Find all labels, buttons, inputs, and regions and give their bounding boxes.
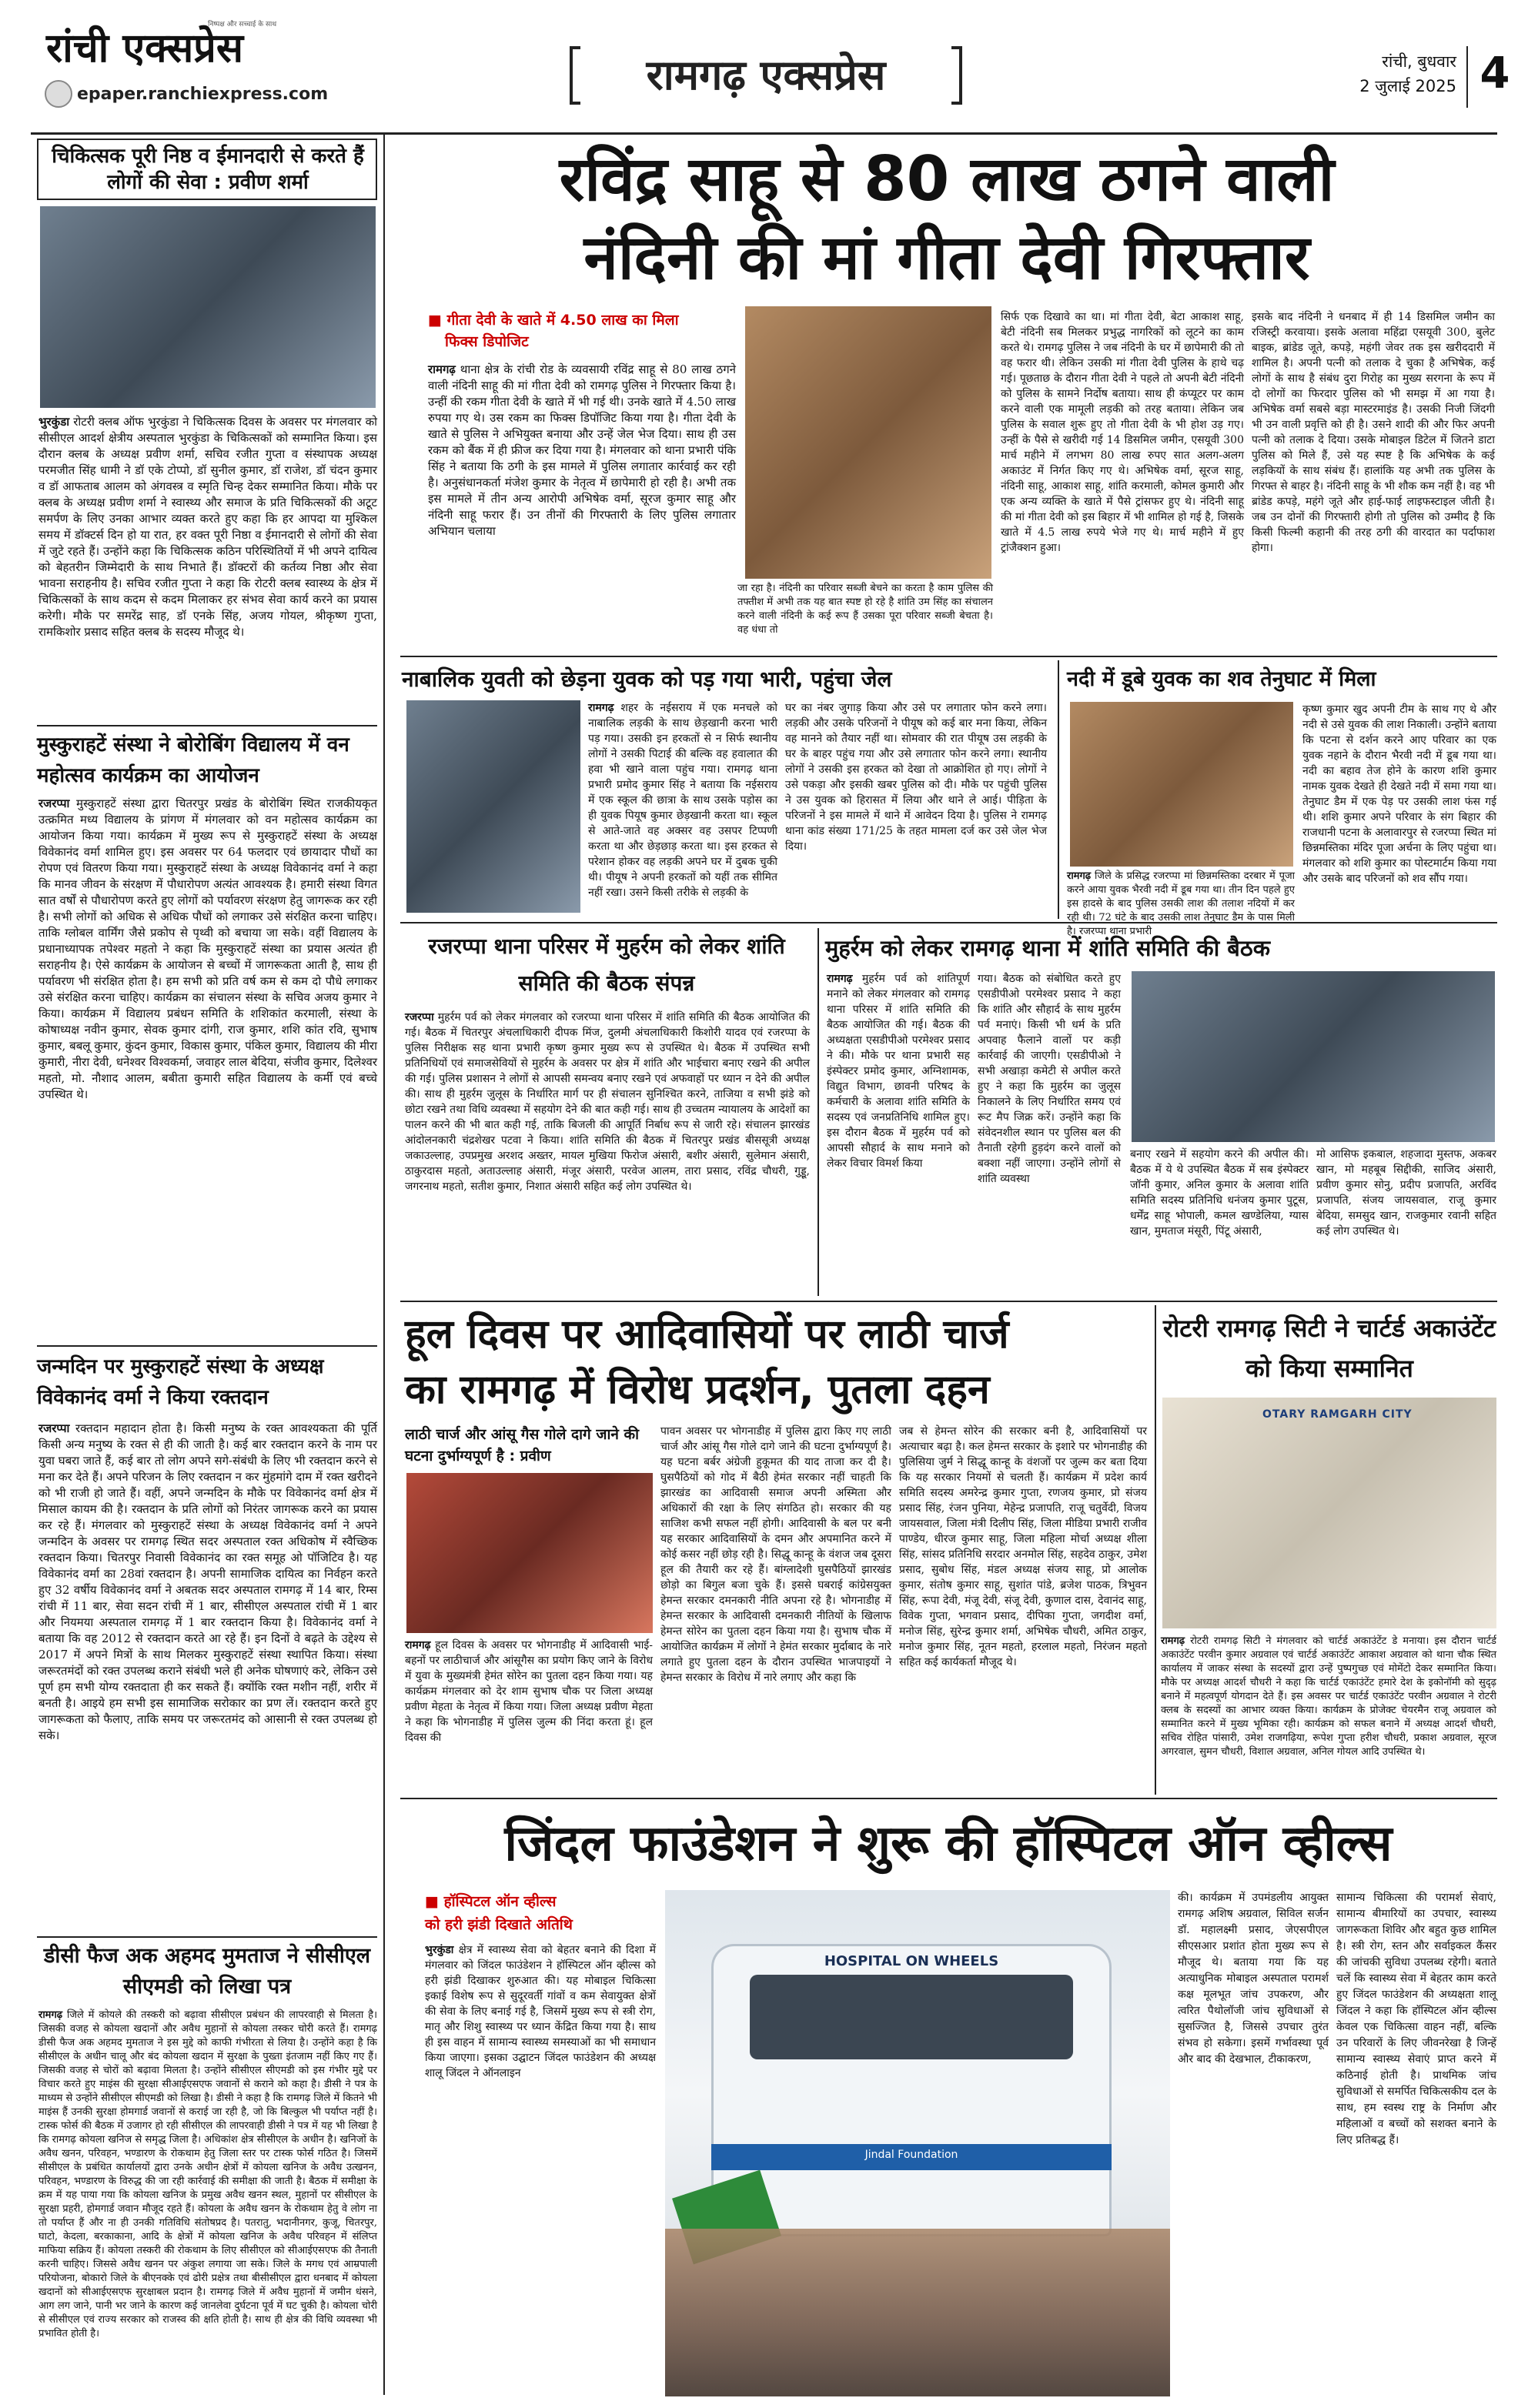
epaper-url[interactable]: epaper.ranchiexpress.com: [77, 85, 329, 104]
red-bullet-icon: ■: [425, 1893, 444, 1910]
rotary-headline: रोटरी रामगढ़ सिटी ने चार्टर्ड अकाउंटेंट को किया सम्मानित: [1162, 1314, 1496, 1383]
page-number: 4: [1480, 48, 1510, 99]
doctors-honor-photo: [40, 206, 376, 408]
bus-windshield: [750, 1975, 1073, 2059]
rajrappa-meet-body: [405, 1010, 810, 1294]
ramgarh-meet-col2: गया। बैठक को संबोधित करते हुए एसडीपीओ परमेश्वर प्रसाद ने कहा कि शांति और सौहार्द के साथ मुहर्रम पर्व मनाएं। किसी भी धर्म के प्रति अपवाह फैलाने वालों पर कड़ी कार्रवाई की जाएगी। एसडीपीओ ने सभी अखाड़ा कमेटी से अपील करते हुए ने कहा कि मुहर्रम का जुलूस निकालने के लिए निर्धारित समय एवं रूट मैप जिक्र करें। उन्होंने कहा कि संवेदनशील स्थान पर पुलिस बल की तैनाती रहेगी हुड़दंग करने वालों को बक्शा नहीं जाएगा। उन्होंने लोगों से शांति व्यवस्था: [978, 973, 1121, 1185]
ramgarh-meet-col3b: मो आसिफ इकबाल, शहजादा मुस्तफ, अकबर खान, मो महबूब सिद्दीकी, साजिद अंसारी, प्रवीण कुमार सोनु, प्रदीप प्रजापति, अरविंद प्रजापति, संजय जायसवाल, राजू कुमार बेदिया, समसुद खान, राजकुमार रवानी सहित कई लोग उपस्थित थे।: [1316, 1148, 1496, 1237]
lead-subhead: [428, 309, 736, 356]
lead-headline-line2: नंदिनी की मां गीता देवी गिरफ्तार: [583, 222, 1310, 293]
jindal-dateline: भुरकुंडा: [425, 1944, 454, 1956]
hul-col1: [405, 1638, 653, 1792]
jindal-col2: की। कार्यक्रम में उपमंडलीय आयुक्त रामगढ़ अशिष अग्रवाल, सिविल सर्जन डॉ. महालक्ष्मी प्रसाद, जेएसपीएल सीएसआर प्रशांत होता मुख्य रूप से मौजूद थे। बताया गया कि यह अत्याधुनिक मोबाइल अस्पताल परामर्श कक्ष मूलभूत जांच उपकरण, और त्वरित पैथोलॉजी जांच सुविधाओं से सुसज्जित है, जिससे उपचार तुरंत संभव हो सकेगा। इसमें गर्भावस्था पूर्व और बाद की देखभाल, टीकाकरण,: [1178, 1892, 1329, 2066]
rotary-dateline: रामगढ़: [1161, 1635, 1185, 1647]
jindal-headline: जिंदल फाउंडेशन ने शुरू की हॉस्पिटल ऑन व्हील्स: [504, 1815, 1393, 1872]
accused-youth-photo: [406, 700, 580, 913]
rotary-text: रोटरी रामगढ़ सिटी ने मंगलवार को चार्टर्ड अकाउंटेंट डे मनाया। इस दौरान चार्टर्ड अकाउंटेंट परवीन कुमार अग्रवाल एवं चार्टर्ड अकाउंटेंट आकाश अग्रवाल को थाना चौक स्थित कार्यालय में जाकर संस्था के सदस्यों द्वारा उन्हें पुष्पगुच्छ एवं मोमेंटो देकर सम्मानित किया। मौके पर अध्यक्ष आदर्श चौधरी ने कहा कि चार्टर्ड एकाउंटेंट हमारे देश के इकोनॉमी को सुदृढ़ बनाने में महत्वपूर्ण योगदान देते हैं। इस अवसर पर चार्टर्ड एकाउंटेंट परवीन अग्रवाल ने रोटरी क्लब के सदस्यों का आभार व्यक्त किया। कार्यक्रम के प्रोजेक्ट चेयरमैन राजू अग्रवाल को सम्मानित करने में मुख्य भूमिका रही। कार्यक्रम को सफल बनाने में अध्यक्ष आदर्श चौधरी, सचिव रोहित पांसारी, उमेश राजगढ़िया, रूपेश गुप्ता हरीश चौधरी, प्रकाश अग्रवाल, सूरज अगरवाल, सुमन चौधरी, विशाल अग्रवाल, अनिल गोयल आदि उपस्थित थे।: [1161, 1635, 1496, 1758]
ramgarh-meet-photo: [1132, 971, 1495, 1142]
left-story2-body: [38, 796, 377, 1341]
edition-bracket-right: [951, 46, 962, 105]
effigy-burning-photo: [406, 1473, 653, 1633]
bus-sign: HOSPITAL ON WHEELS: [824, 1953, 999, 1969]
left-story3-text: रक्तदान महादान होता है। किसी मनुष्य के रक्त आवश्यकता की पूर्ति किसी अन्य मनुष्य के रक्त से ही की जाती है। कई बार रक्तदान करने के नाम पर युवा घबरा जाते हैं, कई बार तो लोग अपने सगे-संबंधी के लिए भी रक्तदान करने से मना कर देते हैं। अपने परिजन के लिए रक्तदान न कर मुंहमांगे दाम में रक्त खरीदने को भी राजी हो जाते हैं। वहीं, अपने जन्मदिन के मौके पर विवेकानंद वर्मा क्षेत्र में मिसाल कायम की है। रक्तदान के प्रति लोगों को निरंतर जागरूक करने का प्रयास कर रहे हैं। मंगलवार को मुस्कुराहटें संस्था के अध्यक्ष विवेकानंद वर्मा ने अपने जन्मदिन के अवसर पर रामगढ़ स्थित सदर अस्पताल रक्त अधिकोष में स्वैच्छिक रक्तदान किया। चितरपुर निवासी विवेकानंद का रक्त समूह ओ पॉजिटिव है। यह विवेकानंद वर्मा का 28वां रक्तदान है। अपनी सामाजिक दायित्व का निर्वहन करते हुए 32 वर्षीय विवेकानंद वर्मा ने अबतक सदर अस्पताल रामगढ़ में 14 बार, रिम्स रांची में 11 बार, सेवा सदन रांची में 1 बार, सीसीएल अस्पताल रांची में 1 बार और नियमया अस्पताल रामगढ़ में 1 बार रक्तदान किया है। विवेकानंद वर्मा ने बताया कि वह 2012 से रक्तदान करते आ रहे हैं। इन दिनों वे बढ़ते के उद्देश्य से 2017 में अपने मित्रों के साथ मिलकर मुस्कुराहटें संस्था स्थापित किया। संस्था जरूरतमंदों को रक्त उपलब्ध कराने संबंधी भले ही अनेक घोषणाएं करे, लेकिन उसे पूर्ण हम सभी योग्य रक्तदाता ही कर सकते हैं। क्योंकि रक्त मशीन नहीं, शरीर में बनती है। आइये हम सभी इस सामाजिक सरोकार का प्रण लें। रक्तदान करते हुए जागरूकता को फैलाए, ताकि समय पर जरूरतमंद को आसानी से रक्त उपलब्ध हो सके।: [38, 1421, 377, 1742]
rajrappa-meet-text: मुहर्रम पर्व को लेकर मंगलवार को रजरप्पा थाना परिसर में शांति समिति की बैठक आयोजित की गई। बैठक में चितरपुर अंचलाधिकारी दीपक मिंज, दुलमी अंचलाधिकारी किशोरी यादव एवं रजरप्पा के पुलिस निरीक्षक सह थाना प्रभारी कृष्ण कुमार मुख्य रूप से उपस्थित थे। बैठक में उपस्थित सभी प्रतिनिधियों एवं समाजसेवियों से मुहर्रम के अवसर पर क्षेत्र में शांति और भाईचारा बनाए रखने की अपील की गई। पुलिस प्रशासन ने लोगों से आपसी समन्वय बनाए रखने एवं अफवाहों पर ध्यान न देने की अपील की। साथ ही मुहर्रम जुलूस के निर्धारित मार्ग पर ही संचालन सुनिश्चित करने, ताजिया व सभी झंडे को छोटा रखने तथा विधि व्यवस्था में सहयोग देने की बात कही गई। साथ ही उच्चतम न्यायालय के आदेशों का पालन करने की भी बात कही गई, ताकि बिजली की आपूर्ति निर्बाध रूप से जारी रहे। संचालन झारखंड आंदोलनकारी चंद्रशेखर पटवा ने किया। शांति समिति की बैठक में चितरपुर प्रखंड बीससूत्री अध्यक्ष जकाउल्लाह, उपप्रमुख अरशद अख्तर, मायल मुखिया फिरोज अंसारी, बशीर अंसारी, सुलेमान अंसारी, ठाकुरदास महतो, अताउल्लाह अंसारी, मंजूर अंसारी, परवेज आलम, तारा प्रसाद, रविंद्र चौधरी, गुड्डू, जगरनाथ महतो, सतीश कुमार, निशात अंसारी सहित कई लोग उपस्थित थे।: [405, 1011, 810, 1193]
left-story4-headline: डीसी फैज अक अहमद मुमताज ने सीसीएल सीएमडी को लिखा पत्र: [43, 1944, 371, 1999]
left-story1-text: रोटरी क्लब ऑफ भुरकुंडा ने चिकित्सक दिवस के अवसर पर मंगलवार को सीसीएल आदर्श क्षेत्रीय अस्पताल भुरकुंडा के चिकित्सकों को सम्मानित किया। इस दौरान क्लब के अध्यक्ष प्रवीण शर्मा, सचिव रजीत गुप्ता व संस्थापक अध्यक्ष परमजीत सिंह धामी ने डॉ एके टोप्पो, डॉ सुनील कुमार, डॉ राजेश, डॉ चंदन कुमार व डॉ आफताब आलम को अंगवस्त्र व स्मृति चिन्ह देकर सम्मानित किया। मौके पर क्लब के अध्यक्ष प्रवीण शर्मा ने स्वास्थ्य और समाज के प्रति चिकित्सकों की अटूट समर्पण के लिए उनका आभार व्यक्त करते हुए कहा कि हर आपदा या मुश्किल समय में डॉक्टर्स दिन हो या रात, हर वक्त पूरी निष्ठा व ईमानदारी से लोगों की सेवा में जुटे रहते हैं। उन्होंने कहा कि चिकित्सक कठिन परिस्थितियों में भी अपने दायित्व को बेहतरीन जिम्मेदारी के साथ निभाते हैं। डॉक्टरों की कर्तव्य निष्ठा और सेवा भावना सराहनीय है। सचिव रजीत गुप्ता ने कहा कि रोटरी क्लब स्वास्थ्य के क्षेत्र में चिकित्सकों के साथ कदम से कदम मिलाकर हर संभव सेवा कार्य करने का प्रयास करेगी। मौके पर समरेंद्र साह, डॉ एनके सिंह, अजय गोयल, श्रीकृष्ण गुप्ता, रामकिशोर प्रसाद सहित क्लब के सदस्य मौजूद थे।: [38, 415, 377, 639]
river-col2: कृष्ण कुमार खुद अपनी टीम के साथ गए थे और नदी से उसे युवक की लाश निकाली। उन्होंने बताया कि पटना से दर्शन करने आए परिवार का एक युवक नहाने के दौरान भैरवी नदी में डूब गया था। नदी का बहाव तेज होने के कारण शशि कुमार नामक युवक देखते ही देखते नदी में समा गया था। तेनुघाट डैम में एक पेड़ पर उसकी लाश फंस गई थी। शशि कुमार अपने परिवार के संग बिहार की राजधानी पटना के अलावारपुर से रजरप्पा स्थित मां छिन्नमस्तिका मंदिर पूजा अर्चना के लिए पहुंचा था। मंगलवार को शशि कुमार का पोस्टमार्टम किया गया और उसके बाद परिजनों को शव सौंप गया।: [1302, 703, 1496, 885]
lead-subhead-line2: फिक्स डिपोजिट: [445, 333, 529, 350]
left-story2-dateline: रजरप्पा: [38, 797, 70, 810]
teen-col1: [588, 700, 777, 916]
left-story2-text: मुस्कुराहटें संस्था द्वारा चितरपुर प्रखंड के बोरोबिंग स्थित राजकीयकृत उत्क्रमित मध्य विद्यालय के प्रांगण में मंगलवार को वन महोत्सव कार्यक्रम का आयोजन किया गया। कार्यक्रम में मुख्य रूप से मुस्कुराहटें संस्था के अध्यक्ष विवेकानंद वर्मा शामिल हुए। इस अवसर पर 64 फलदार एवं छायादार पौधों का रोपण एवं वितरण किया गया। मुस्कुराहटें संस्था के अध्यक्ष विवेकानंद वर्मा ने कहा कि मानव जीवन के संरक्षण में पौधारोपण अत्यंत आवश्यक है। हमारी संस्था विगत सात वर्षों से पौधारोपण करते हुए लोगों को पर्यावरण संरक्षण हेतु जागरूक कर रही है। सभी लोगों को अधिक से अधिक पौधों को लगाकर उसे संरक्षित करना चाहिए। ताकि ग्लोबल वार्मिंग जैसे प्रकोप से पृथ्वी को बचाया जा सके। वहीं विद्यालय के प्रधानाध्यापक तपेश्वर महतो ने कहा कि मुस्कुराहटें संस्था का प्रयास अत्यंत ही सराहनीय है। ऐसे कार्यक्रम के आयोजन से बच्चों में जागरूकता आती है, साथ ही पर्यावरण भी संरक्षित होता है। हम सभी को प्रति वर्ष कम से कम दो पौधे लगाकर उसे संरक्षित करना चाहिए। कार्यक्रम का संचालन संस्था के सचिव अजय कुमार ने किया। कार्यक्रम में विद्यालय प्रबंधन समिति के शशिकांत करमाली, संस्था के कोषाध्यक्ष नवीन कुमार, सेवक कुमार दांगी, राज कुमार, शशि कांत रवि, सुभाष कुमार, बबलू कुमार, कुंदन कुमार, विकास कुमार, पंकिल कुमार, विद्यालय की मीरा कुमारी, नीरा देवी, धनेश्वर विश्वकर्मा, जवाहर लाल बेदिया, संजीव कुमार, दिलेश्वर महतो, मो. नौशाद आलम, बबीता कुमारी सहित विद्यालय के कर्मी एवं बच्चे उपस्थित थे।: [38, 797, 377, 1101]
lead-subhead-line1: गीता देवी के खाते में 4.50 लाख का मिला: [446, 312, 679, 329]
bus-brand: Jindal Foundation: [864, 2149, 958, 2161]
hul-col2: पावन अवसर पर भोगनाडीह में पुलिस द्वारा किए गए लाठी चार्ज और आंसू गैस गोले दागे जाने की घटना दुर्भाग्यपूर्ण है। यह घटना बर्बर अंग्रेजी हुकूमत की याद ताजा कर दी है। घुसपैठियों को गोद में बैठी हेमंत सरकार नहीं चाहती कि झारखंड का आदिवासी समाज अपनी अस्मिता और अधिकारों की रक्षा के लिए संगठित हो। सरकार की यह साजिश कभी सफल नहीं होगी। आदिवासी के बल पर बनी यह सरकार आदिवासियों के दमन और अपमानित करने में कोई कसर नहीं छोड़ रही है। सिद्धू कान्हू के वंशज जब दूसरा हूल की तैयारी कर रहे हैं। बांग्लादेशी घुसपैठियों झारखंड छोड़ो का बिगुल बजा चुके हैं। इससे घबराई कांग्रेसयुक्त हेमन्त सरकार दमनकारी नीति अपना रहे है। भोगनाडीह में हेमन्त सरकार के आदिवासी दमनकारी नीतियों के खिलाफ हेमन्त सोरेन का पुतला दहन किया गया है। सुभाष चौक में आयोजित कार्यक्रम में लोगों ने हेमंत सरकार मुर्दाबाद के नारे लगाते हुए पुतला दहन के दौरान उपस्थित भाजपाइयों ने हेमन्त सरकार के विरोध में नारे लगाए और कहा कि: [660, 1425, 891, 1684]
epaper-logo-icon: [45, 80, 72, 108]
ramgarh-meet-col1-text: मुहर्रम पर्व को शांतिपूर्ण मनाने को लेकर मंगलवार को रामगढ़ थाना परिसर में शांति समिति की बैठक आयोजित की गई। बैठक की अध्यक्षता एसडीपीओ परमेश्वर प्रसाद ने की। मौके पर थाना प्रभारी सह इंस्पेक्टर प्रमोद कुमार, अग्निशामक, विद्युत विभाग, छावनी परिषद के कर्मचारी के अलावा शांति समिति के सदस्य एवं जनप्रतिनिधि शामिल हुए। इस दौरान बैठक में मुहर्रम पर्व को आपसी सौहार्द के साथ मनाने को लेकर विचार विमर्श किया: [827, 973, 970, 1170]
left-story3-body: [38, 1421, 377, 1935]
teen-col1-text: शहर के नईसराय में एक मनचले को नाबालिक लड़की के साथ छेड़खानी करना भारी पड़ गया। उसकी इन हरकतों से न सिर्फ स्थानीय लोगों ने उसकी पिटाई की बल्कि वह हवालात की हवा भी खाने वाला पहुंच गया। रामगढ़ थाना प्रभारी प्रमोद कुमार सिंह ने बताया कि नईसराय में एक स्कूल की छात्रा के साथ उसके पड़ोस का ही युवक पियूष कुमार छेड़खानी करता था। स्कूल से आते-जाते वह अक्सर वह उसपर टिप्पणी करता था और छेड़छाड़ करता था। इस हरकत से परेशान होकर वह लड़की अपने घर में दुबक चुकी थी। पीयूष ने अपनी हरकतों को यहीं तक सीमित नहीं रखा। उसने किसी तरीके से लड़की के: [588, 702, 778, 899]
left-story1-dateline: भुरकुंडा: [38, 415, 70, 429]
hul-col3: जब से हेमन्त सोरेन की सरकार बनी है, आदिवासियों पर अत्याचार बढ़ा है। कल हेमन्त सरकार के इशारे पर भोगनाडीह की पुलिसिया जुर्म ने सिद्धू कान्हू के वंशजों पर जुल्म कर बता दिया कि यह सरकार नियमों से चलती हैं। कार्यक्रम में प्रदेश कार्य समिति सदस्य अमरेन्द्र कुमार गुप्ता, रणजय कुमार, प्रो संजय प्रसाद सिंह, रंजन पुनिया, मेहेन्द्र प्रजापति, राजू चतुर्वेदी, विजय जायसवाल, जिला मंत्री दिलीप सिंह, जिला मीडिया प्रभारी राजीव पाण्डेय, धीरज कुमार साहू, जिला महिला मोर्चा अध्यक्ष शीला सिंह, सांसद प्रतिनिधि सरदार अनमोल सिंह, सहदेव ठाकुर, उमेश प्रसाद, सुबोध सिंह, मंडल अध्यक्ष संजय साहू, प्रो आलोक कुमार, संतोष कुमार साहू, सुशांत पांडे, ब्रजेश पाठक, त्रिभुवन सिंह, रूपा देवी, मंजू देवी, संजू देवी, कुणाल दास, देवानंद साहू, विवेक गुप्ता, भगवान प्रसाद, दीपिका गुप्ता, जगदीश वर्मा, मनोज सिंह, सुरेन्द्र कुमार शर्मा, अभिषेक चौधरी, अमित ठाकुर, मनोज कुमार सिंह, नूतन महतो, हरलाल महतो, निरंजन महतो सहित कई कार्यकर्ता मौजूद थे।: [899, 1425, 1147, 1668]
jindal-col1-text: क्षेत्र में स्वास्थ्य सेवा को बेहतर बनाने की दिशा में मंगलवार को जिंदल फाउंडेशन ने हॉस्पिटल ऑन व्हील्स को हरी झंडी दिखाकर शुरुआत की। यह मोबाइल चिकित्सा इकाई विशेष रूप से सुदूरवर्ती गांवों व कम सेवायुक्त क्षेत्रों की सेवा के लिए बनाई गई है, जिसमें मुख्य रूप से स्त्री रोग, मातृ और शिशु स्वास्थ्य पर ध्यान केंद्रित किया गया है। साथ ही इस वाहन में सामान्य स्वास्थ्य समस्याओं का भी समाधान किया जाएगा। इसका उद्घाटन जिंदल फाउंडेशन की अध्यक्ष शालू जिंदल ने ऑनलाइन: [425, 1944, 656, 2079]
ramgarh-meet-dateline: रामगढ़: [827, 973, 853, 985]
jindal-subhead: [425, 1890, 656, 1939]
left-story4-text: जिले में कोयले की तस्करी को बढ़ावा सीसीएल प्रबंधन की लापरवाही से मिलता है। जिसकी वजह से कोयला खदानों और अवैध मुहानों से कोयला तस्कर चोरी करते हैं। रामगढ़ डीसी फैज अक अहमद मुमताज ने इस मुद्दे को काफी गंभीरता से लिया है। उन्होंने कहा है कि सीसीएल के अधीन चालू और बंद कोयला खदान में सुरक्षा के पुख्ता इंतजाम नहीं किए गए हैं। जिसकी वजह से चोरों को बढ़ावा मिलता है। उन्होंने सीसीएल सीएमडी को इस गंभीर मुद्दे पर विचार करते हुए माइंस की सुरक्षा सीआईएसएफ जवानों से कराने को कहा है। डीसी ने पत्र के माध्यम से उन्होंने सीसीएल सीएमडी को लिखा है। डीसी ने कहा है कि रामगढ़ जिले में कितने भी माइंस हैं उनकी सुरक्षा होमगार्ड जवानों से कराई जा रही है, जो कि बिल्कुल भी पर्याप्त नहीं है। टास्क फोर्स की बैठक में उजागर हो रही सीसीएल की लापरवाही डीसी ने पत्र में यह भी लिखा है कि रामगढ़ कोयला खनिज से समृद्ध जिला है। अधिकांश क्षेत्र सीसीएल के अधीन है। खनिजों के अवैध खनन, परिवहन, भण्डारण के रोकथाम हेतु जिला स्तर पर टास्क फोर्स गठित है। जिसमें सीसीएल के प्रबंधित कार्यालयों द्वारा उनके अधीन क्षेत्रों में कोयला खनिज के अवैध उत्खनन, परिवहन, भण्डारण के विरुद्ध की जा रही कार्रवाई की समीक्षा की जाती है। बैठक में समीक्षा के क्रम में यह पाया गया कि कोयला खनिज के प्रमुख अवैध खनन स्थल, मुहानों पर सीसीएल के सुरक्षा प्रहरी, होमगार्ड जवान मौजूद रहते हैं। कोयला के अवैध खनन के रोकथाम हेतु वे लोग ना तो पर्याप्त हैं और ना ही उनकी गतिविधि संतोषप्रद है। पतरातु, भदानीनगर, कुजू, चितरपुर, घाटो, केदला, बरकाकाना, आदि के क्षेत्रों में कोयला खनिज के अवैध परिवहन में संलिप्त माफिया सक्रिय हैं। कोयला तस्करी की रोकथाम के लिए सीसीएल को सीआईएसएफ की तैनाती करनी चाहिए। जिससे अवैध खनन पर अंकुश लगाया जा सके। जिले के मगध एवं आम्रपाली परियोजना, बोकारो जिले के बीएनक्के एवं ढोरी प्रक्षेत्र तथा बीसीसीएल द्वारा धनबाद में कोयला खदानों को सीआईएसएफ सुरक्षाबल प्रदान है। रामगढ़ जिले में अवैध मुहानों में जमीन धंसने, आग लग जाने, पानी भर जाने के कारण कई जानलेवा दुर्घटना पूर्व में घट चुकी है। कोयला चोरी से सीसीएल एवं राज्य सरकार को राजस्व की क्षति होती है। साथ ही क्षेत्र की विधि व्यवस्था भी प्रभावित होती है।: [38, 2009, 377, 2340]
lead-headline-line1: रविंद्र साहू से 80 लाख ठगने वाली: [559, 143, 1335, 215]
masthead-logo: रांची एक्सप्रेस: [46, 25, 244, 72]
lead-dateline: रामगढ़: [428, 362, 456, 376]
rotary-body: [1161, 1635, 1496, 1792]
masthead-date: 2 जुलाई 2025: [1359, 77, 1456, 95]
river-col1-text: जिले के प्रसिद्ध रजरप्पा मां छिन्नमस्तिका दरबार में पूजा करने आया युवक भैरवी नदी में डूब गया था। तीन दिन पहले हुए इस हादसे के बाद पुलिस उसकी लाश की तलाश नदियों में कर रही थी। 72 घंटे के बाद उसकी लाश तेनुघाट डैम के पास मिली है। रजरप्पा थाना प्रभारी: [1067, 870, 1295, 937]
ramgarh-meet-col1: [827, 971, 970, 1294]
lead-col1: [428, 362, 736, 650]
rotary-banner: OTARY RAMGARH CITY: [1262, 1408, 1413, 1421]
hospital-on-wheels-photo: [665, 1890, 1170, 2396]
edition-name: रामगढ़ एक्सप्रेस: [646, 50, 886, 99]
rajrappa-meet-dateline: रजरप्पा: [405, 1011, 434, 1024]
left-story1-headline-box: [37, 139, 377, 200]
geeta-devi-photo: [745, 306, 991, 579]
left-story4-body: [38, 2009, 377, 2393]
hul-subhead: लाठी चार्ज और आंसू गैस गोले दागे जाने की घटना दुर्भाग्यपूर्ण है : प्रवीण: [405, 1426, 640, 1465]
hul-headline-line1: हूल दिवस पर आदिवासियों पर लाठी चार्ज: [405, 1311, 1009, 1358]
jindal-subhead-line2: को हरी झंडी दिखाते अतिथि: [425, 1916, 573, 1933]
lead-photo-caption: जा रहा है। नंदिनी का परिवार सब्जी बेचने का करता है काम पुलिस की तफ्तीश में अभी तक यह बात स्पष्ट हो रहे है शांति उम सिंह का संचालन करने वाली नंदिनी के कई रूप हैं उसका पूरा परिवार सब्जी बेचता है। वह धंधा तो: [737, 583, 993, 636]
masthead-tagline: निष्पक्ष और सच्चाई के साथ: [208, 21, 277, 28]
left-story3-headline: जन्मदिन पर मुस्कुराहटें संस्था के अध्यक्ष विवेकानंद वर्मा ने किया रक्तदान: [37, 1355, 324, 1409]
left-story2-headline: मुस्कुराहटें संस्था ने बोरोबिंग विद्यालय में वन महोत्सव कार्यक्रम का आयोजन: [37, 733, 349, 787]
river-rescue-photo: [1070, 702, 1293, 867]
edition-bracket-left: [570, 46, 580, 105]
lead-col1-text: थाना क्षेत्र के रांची रोड के व्यवसायी रविंद्र साहू से 80 लाख ठगने वाली नंदिनी साहू की मां गीता देवी को रामगढ़ पुलिस ने गिरफ्तार किया है। उन्हीं की रकम गीता देवी के खाते में भी गई थी। उनके खाते में 4.50 लाख रुपया गए थे। उस रकम का फिक्स डिपॉजिट किया गया है। गीता देवी के खाते से पुलिस ने अभियुक्त बनाया और उन्हें जेल भेज दिया। साथ ही उस रकम को बैंक में ही फ्रीज कर दिया गया है। मंगलवार को थाना प्रभारी पंकि सिंह ने बताया कि ठगी के इस मामले में पुलिस लगातार कार्रवाई कर रही है। अनुसंधानकर्ता मंजेश कुमार के नेतृत्व में छापेमारी हो रही है। अभी तक इस मामले में तीन अन्य आरोपी अभिषेक वर्मा, सूरज कुमार साहू और नंदिनी साहू फरार हैं। उन तीनों की गिरफ्तारी के लिए पुलिस लगातार अभियान चलाया: [428, 362, 736, 538]
left-story1-body: [38, 414, 377, 722]
teen-headline: नाबालिक युवती को छेड़ना युवक को पड़ गया भारी, पहुंचा जेल: [402, 666, 892, 692]
river-col1: [1067, 870, 1295, 937]
red-bullet-icon: ■: [428, 312, 447, 329]
jindal-subhead-line1: हॉस्पिटल ऑन व्हील्स: [443, 1893, 557, 1910]
jindal-col1: [425, 1942, 656, 2396]
hul-dateline: रामगढ़: [405, 1639, 431, 1652]
teen-col2: घर का नंबर जुगाड़ किया और उसे पर लगातार फोन करने लगा। लड़की और उसके परिजनों ने पीयूष को कई बार मना किया, लेकिन वह मानने को तैयार नहीं था। सोमवार की रात पीयूष उस लड़की के घर के बाहर पहुंच गया और उसे लगातार फोन करने लगा। स्थानीय लोगों ने उसकी इस हरकत को देखा तो आक्रोशित हो गए। लोगों ने उसे पकड़ा और इसकी खबर पुलिस को दी। मौके पर पहुंची पुलिस ने उस युवक को हिरासत में लिया और थाने ले आई। पीड़िता के परिजनों ने इस मामले में थाने में आवेदन दिया है। पुलिस ने रामगढ़ थाना कांड संख्या 171/25 के तहत मामला दर्ज कर उसे जेल भेज दिया।: [785, 702, 1047, 853]
river-headline: नदी में डूबे युवक का शव तेनुघाट में मिला: [1067, 667, 1376, 691]
hul-col1-text: हूल दिवस के अवसर पर भोगनाडीह में आदिवासी भाई-बहनों पर लाठीचार्ज और आंसूगैस का प्रयोग किए जाने के विरोध में युवा के मुख्यमंत्री हेमंत सोरेन का पुतला दहन किया गया। यह कार्यक्रम मंगलवार को देर शाम सुभाष चौक पर जिला अध्यक्ष प्रवीण मेहता के नेतृत्व में किया गया। जिला अध्यक्ष प्रवीण मेहता ने कहा कि भोगनाडीह में पुलिस जुल्म की निंदा करता हूं। हूल दिवस की: [405, 1639, 654, 1744]
crowd-band: [665, 2229, 1170, 2396]
jindal-col3: सामान्य चिकित्सा की परामर्श सेवाएं, सामान्य बीमारियों का उपचार, स्वास्थ्य जागरूकता शिविर और बहुत कुछ शामिल है। स्त्री रोग, स्तन और सर्वाइकल कैंसर की जांचकी सुविधा उपलब्ध रहेगी। बताते चलें कि स्वास्थ्य सेवा में बेहतर काम करते हुए जिंदल फाउंडेशन की अध्यक्षता शालू जिंदल ने कहा कि हॉस्पिटल ऑन व्हील्स केवल एक चिकित्सा वाहन नहीं, बल्कि उन परिवारों के लिए जीवनरेखा है जिन्हें सामान्य स्वास्थ्य सेवाएं प्राप्त करने में कठिनाई होती है। प्राथमिक जांच सुविधाओं से समर्पित चिकित्सकीय दल के साथ, हम स्वस्थ राष्ट्र के निर्माण और महिलाओं व बच्चों को सशक्त बनाने के लिए प्रतिबद्ध हैं।: [1336, 1892, 1496, 2146]
left-story4-dateline: रामगढ़: [38, 2009, 63, 2021]
left-story1-headline: चिकित्सक पूरी निष्ठ व ईमानदारी से करते हैं लोगों की सेवा : प्रवीण शर्मा: [52, 145, 364, 194]
ramgarh-meet-headline: मुहर्रम को लेकर रामगढ़ थाना में शांति समिति की बैठक: [825, 935, 1270, 961]
ramgarh-meet-col3a: बनाए रखने में सहयोग करने की अपील की। बैठक में ये थे उपस्थित बैठक में सब इंस्पेक्टर जॉनी कुमार, अनिल कुमार के अलावा शांति समिति सदस्य प्रतिनिधि धनंजय कुमार पुटूस, धर्मेंद्र साहू भोपाली, कमल खण्डेलिया, ग्यास खान, मुमताज मंसूरी, पिंटू अंसारी,: [1130, 1148, 1309, 1237]
rotary-ca-photo: [1162, 1398, 1496, 1628]
hul-headline-line2: का रामगढ़ में विरोध प्रदर्शन, पुतला दहन: [405, 1367, 990, 1413]
teen-dateline: रामगढ़: [588, 702, 614, 714]
rajrappa-meet-headline: रजरप्पा थाना परिसर में मुहर्रम को लेकर शांति समिति की बैठक संपन्न: [428, 933, 785, 996]
lead-col3: इसके बाद नंदिनी ने धनबाद में ही 14 डिसमिल जमीन का रजिस्ट्री करवाया। इसके अलावा महिंद्रा एसयूवी 300, बुलेट बाइक, ब्रांडेड जूते, कपड़े, महंगी जेवर तक इस खरीददारी में शामिल है। अपनी पत्नी को तलाक दे चुका है अभिषेक, कई लोगों के साथ है संबंध दुरा गिरोह का मुख्य सरगना के रूप में दो लोगों का फिरदार पुलिस को भी समझ में आ गया है। अभिषेक वर्मा सबसे बड़ा मास्टरमाइंड है। उसकी निजी जिंदगी भी उन वाली प्रवृत्ति को ही है। उसने शादी की और फिर अपनी पत्नी को तलाक दे दिया। उसके मोबाइल डिटेल में जितने डाटा पुलिस को मिले हैं, उसे यह स्पष्ट है कि अभिषेक के कई लड़कियों के साथ संबंध हैं। हालांकि यह अभी तक पुलिस के गिरफ्त से बाहर है। नंदिनी साहू के भी शौक कम नहीं है। वह भी ब्रांडेड कपड़े, महंगे जूते और हाई-फाई लाइफस्टाइल जीती है। जब उन दोनों की गिरफ्तारी होगी तो पुलिस को उम्मीद है कि किसी फिल्मी कहानी की तरह ठगी की वारदात का पर्दाफाश होगा।: [1252, 311, 1495, 554]
river-dateline: रामगढ़: [1067, 870, 1092, 882]
masthead-city-day: रांची, बुधवार: [1382, 52, 1456, 71]
lead-col2: सिर्फ एक दिखावे का था। मां गीता देवी, बेटा आकाश साहू, बेटी नंदिनी सब मिलकर प्रभुद्ध नागरिकों को लूटने का काम करते थे। रामगढ़ पुलिस ने जब नंदिनी के घर में छापेमारी की तो वह फरार थी। लेकिन उसकी मां गीता देवी पुलिस के हाथे चढ़ गई। पूछताछ के दौरान गीता देवी ने पहले तो अपनी बेटी नंदिनी को पुलिस के सामने निर्दोष बताया। साथ ही कंप्यूटर पर काम करने वाली एक मामूली लड़की को तरह बताया। लेकिन जब पुलिस के सवाल शुरू हुए तो गीता देवी के भी होश उड़ गए। उन्हीं के पैसे से खरीदी गई 14 डिसमिल जमीन, एसयूवी 300 मार्च महीने में लगभग 80 लाख रुपए सात अलग-अलग अकाउंट में निर्गत किए गए थे। अभिषेक वर्मा, सूरज साहू, नंदिनी साहू, आकाश साहू, शांति करमाली, कोमल कुमारी और एक अन्य व्यक्ति के खाते में पैसे ट्रांसफर हुए थे। नंदिनी साहू की मां गीता देवी को इस बिहार में भी शामिल हो गई है, जिसके खाते में 4.5 लाख रुपये भेजे गए थे। मार्च महीने में हुए ट्रांजैक्शन हुआ।: [1001, 311, 1244, 554]
masthead: [0, 0, 1528, 135]
left-story3-dateline: रजरप्पा: [38, 1421, 70, 1435]
